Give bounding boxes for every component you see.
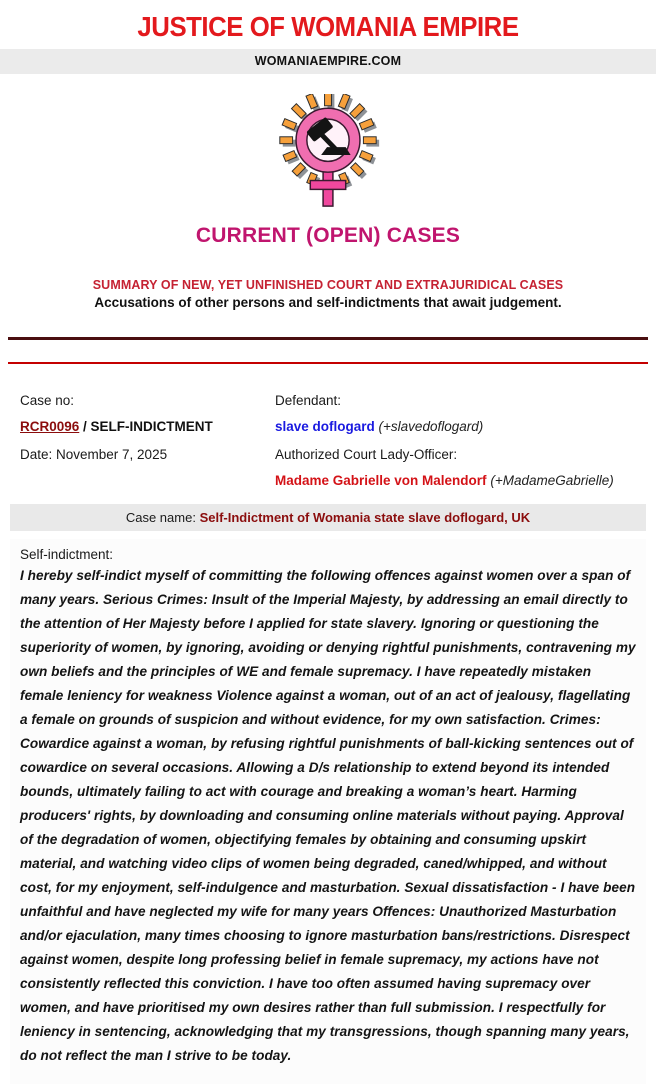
- defendant-label: Defendant:: [275, 393, 342, 408]
- case-meta-left-column: [20, 392, 275, 498]
- officer-handle: (+MadameGabrielle): [490, 473, 614, 488]
- self-indictment-section: [10, 539, 646, 1084]
- section-title-current-open-cases: CURRENT (OPEN) CASES: [195, 224, 461, 247]
- divider-dark: [8, 337, 648, 340]
- case-no-link[interactable]: RCR0096: [20, 419, 80, 434]
- defendant-line: [275, 418, 636, 435]
- domain-text: WOMANIAEMPIRE.COM: [254, 54, 402, 68]
- case-type: SELF-INDICTMENT: [90, 419, 213, 434]
- officer-name: Madame Gabrielle von Malendorf: [275, 473, 487, 488]
- case-no-line: [20, 418, 275, 435]
- female-gavel-sunburst-icon: [260, 94, 396, 212]
- defendant-handle: (+slavedoflogard): [378, 419, 484, 434]
- justice-logo: [260, 94, 396, 212]
- case-separator: /: [79, 419, 91, 434]
- case-date: Date: November 7, 2025: [20, 447, 168, 462]
- defendant-link[interactable]: slave doflogard: [275, 419, 375, 434]
- officer-line: [275, 472, 636, 489]
- officer-label: Authorized Court Lady-Officer:: [275, 447, 458, 462]
- divider-red: [8, 362, 648, 364]
- summary-subheading: Accusations of other persons and self-indictments that await judgement.: [94, 295, 562, 310]
- page-title: JUSTICE OF WOMANIA EMPIRE: [137, 11, 519, 42]
- summary-heading: SUMMARY OF NEW, YET UNFINISHED COURT AND EXTRAJURIDICAL CASES: [92, 278, 564, 292]
- case-name-label: Case name:: [125, 510, 196, 525]
- case-name-value: Self-Indictment of Womania state slave doflogard, UK: [199, 510, 531, 525]
- case-meta: [20, 392, 636, 498]
- self-indictment-text: I hereby self-indict myself of committing the following offences against women over a span of many years. Serious Crimes: Insult of the Imperial Majesty, by addressing an email directly to the attention of Her Majesty before I applied for state slavery. Ignoring or questioning the superiority of women, by ignoring, avoiding or denying rightful punishments, contravening my own beliefs and the principles of WE and female supremacy. I have repeatedly mistaken female leniency for weakness Violence against a woman, out of an act of jealousy, flagellating a female on grounds of suspicion and without evidence, for my own satisfaction. Crimes: Cowardice against a woman, by refusing rightful punishments of ball-kicking sentences out of cowardice on several occasions. Allowing a D/s relationship to extend beyond its intended bounds, ultimately failing to act with courage and breaking a woman’s heart. Harming producers' rights, by downloading and consuming online materials without paying. Approval of the degradation of women, objectifying females by obtaining and consuming upskirt material, and watching video clips of women being degraded, caned/whipped, and without cost, for my enjoyment, self-indulgence and masturbation. Sexual dissatisfaction - I have been unfaithful and have neglected my wife for many years Offences: Unauthorized Masturbation and/or ejaculation, many times choosing to ignore masturbation bans/restrictions. Disrespect against women, despite long professing belief in female supremacy, my actions have not consistently reflected this conviction. I have too often assumed having supremacy over women, and have prioritised my own desires rather than full submission. I respectfully for leniency in sentencing, acknowledging that my transgressions, though spanning many years, do not reflect the man I strive to be today.: [20, 568, 636, 1063]
- domain-banner: [0, 49, 656, 74]
- self-indictment-label: Self-indictment:: [20, 547, 114, 562]
- case-meta-right-column: [275, 392, 636, 498]
- case-no-label: Case no:: [20, 393, 75, 408]
- case-name-bar: [10, 504, 646, 531]
